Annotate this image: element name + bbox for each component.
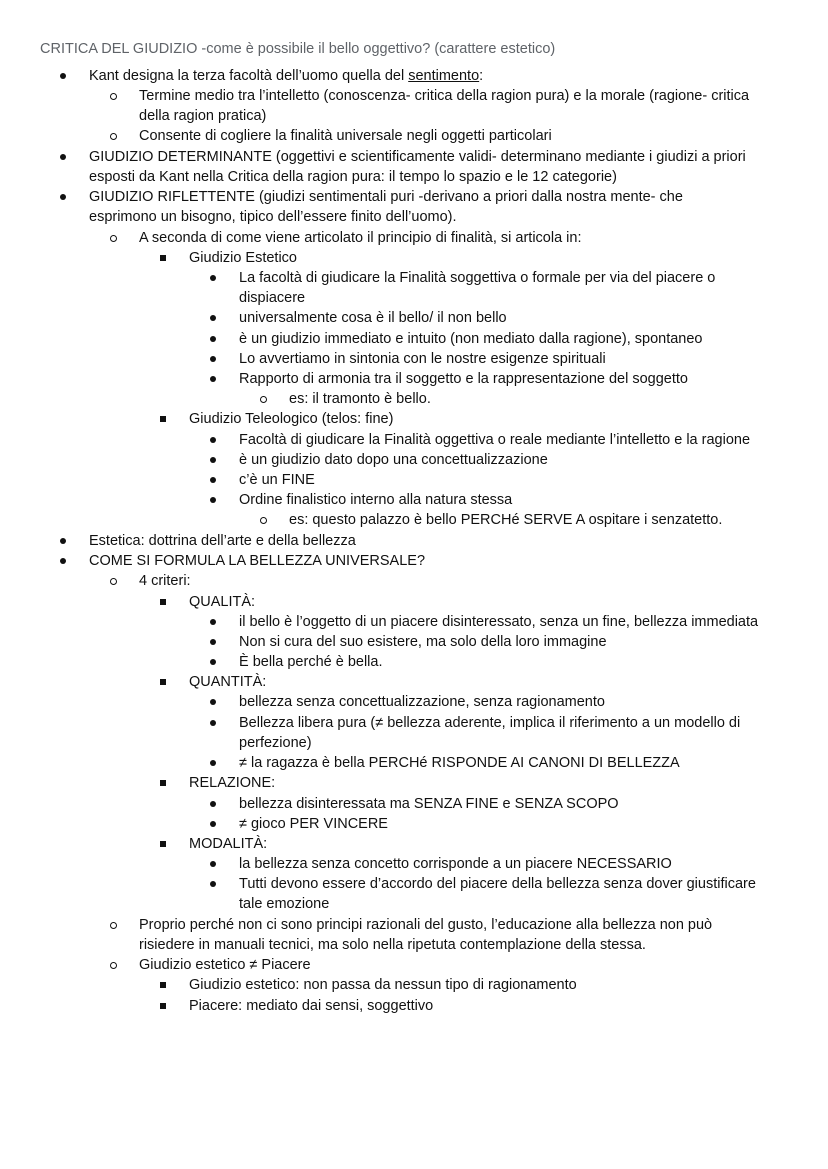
line-text: Facoltà di giudicare la Finalità oggettiva o reale mediante l’intelletto e la ragione <box>239 432 751 448</box>
line-text: bellezza senza concettualizzazione, senza ragionamento <box>239 694 605 710</box>
line-text: es: questo palazzo è bello PERCHé SERVE A ospitare i senzatetto. <box>289 512 723 528</box>
line-text: es: il tramonto è bello. <box>289 391 431 407</box>
outline-line <box>0 915 828 935</box>
line-text: Piacere: mediato dai sensi, soggettivo <box>189 998 434 1014</box>
outline-line <box>0 874 828 894</box>
outline-line <box>0 308 828 328</box>
outline-line <box>0 207 828 227</box>
outline-line <box>0 672 828 692</box>
outline-line <box>0 288 828 308</box>
disc-bullet-icon <box>207 430 219 450</box>
square-bullet-icon <box>157 773 169 793</box>
outline-line <box>0 834 828 854</box>
disc-bullet-icon <box>57 66 69 86</box>
outline-line <box>0 147 828 167</box>
line-text: ≠ la ragazza è bella PERCHé RISPONDE AI CANONI DI BELLEZZA <box>239 755 680 771</box>
disc-bullet-icon <box>57 187 69 207</box>
line-text: Giudizio Estetico <box>189 250 297 266</box>
line-text: Proprio perché non ci sono principi razionali del gusto, l’educazione alla bellezza non può <box>139 917 713 933</box>
line-text: Bellezza libera pura (≠ bellezza aderente, implica il riferimento a un modello di <box>239 715 741 731</box>
outline-line <box>0 490 828 510</box>
line-text: MODALITÀ: <box>189 836 268 852</box>
circle-bullet-icon <box>257 389 269 409</box>
line-text: Rapporto di armonia tra il soggetto e la rappresentazione del soggetto <box>239 371 688 387</box>
document-title: CRITICA DEL GIUDIZIO -come è possibile il bello oggettivo? (carattere estetico) <box>40 41 556 57</box>
outline-line <box>0 187 828 207</box>
outline-line <box>0 349 828 369</box>
outline-line <box>0 692 828 712</box>
line-text: Ordine finalistico interno alla natura stessa <box>239 492 513 508</box>
line-text: Consente di cogliere la finalità universale negli oggetti particolari <box>139 128 552 144</box>
circle-bullet-icon <box>107 571 119 591</box>
disc-bullet-icon <box>207 713 219 733</box>
outline-line <box>0 773 828 793</box>
outline-line <box>0 86 828 106</box>
line-text-end: : <box>479 68 484 84</box>
line-text: 4 criteri: <box>139 573 191 589</box>
square-bullet-icon <box>157 248 169 268</box>
outline-line <box>0 228 828 248</box>
disc-bullet-icon <box>207 753 219 773</box>
outline-line <box>0 329 828 349</box>
outline-line <box>0 571 828 591</box>
outline-line <box>0 632 828 652</box>
disc-bullet-icon <box>57 551 69 571</box>
line-text: Termine medio tra l’intelletto (conoscenza- critica della ragion pura) e la morale (ragione- critica <box>139 88 750 104</box>
line-text: Lo avvertiamo in sintonia con le nostre esigenze spirituali <box>239 351 606 367</box>
line-text: è un giudizio dato dopo una concettualizzazione <box>239 452 548 468</box>
outline-line <box>0 470 828 490</box>
line-text: c’è un FINE <box>239 472 315 488</box>
outline-line <box>0 106 828 126</box>
square-bullet-icon <box>157 996 169 1016</box>
disc-bullet-icon <box>207 308 219 328</box>
circle-bullet-icon <box>107 955 119 975</box>
disc-bullet-icon <box>207 349 219 369</box>
line-text: Estetica: dottrina dell’arte e della bellezza <box>89 533 356 549</box>
disc-bullet-icon <box>207 814 219 834</box>
disc-bullet-icon <box>207 874 219 894</box>
disc-bullet-icon <box>207 854 219 874</box>
line-text: ≠ gioco PER VINCERE <box>239 816 388 832</box>
disc-bullet-icon <box>207 794 219 814</box>
outline-line <box>0 955 828 975</box>
line-text: il bello è l’oggetto di un piacere disinteressato, senza un fine, bellezza immediata <box>239 614 759 630</box>
line-text: QUALITÀ: <box>189 594 256 610</box>
circle-bullet-icon <box>257 510 269 530</box>
line-text: Giudizio estetico ≠ Piacere <box>139 957 311 973</box>
square-bullet-icon <box>157 409 169 429</box>
outline-line <box>0 753 828 773</box>
outline-line <box>0 592 828 612</box>
disc-bullet-icon <box>207 652 219 672</box>
disc-bullet-icon <box>57 531 69 551</box>
outline-line <box>0 66 828 86</box>
disc-bullet-icon <box>207 612 219 632</box>
square-bullet-icon <box>157 672 169 692</box>
circle-bullet-icon <box>107 915 119 935</box>
disc-bullet-icon <box>207 450 219 470</box>
line-text: esprimono un bisogno, tipico dell’essere finito dell’uomo). <box>89 209 457 225</box>
outline-line <box>0 975 828 995</box>
outline-line <box>0 612 828 632</box>
outline-line <box>0 248 828 268</box>
line-text: Giudizio Teleologico (telos: fine) <box>189 411 394 427</box>
square-bullet-icon <box>157 975 169 995</box>
disc-bullet-icon <box>57 147 69 167</box>
outline-line <box>0 733 828 753</box>
line-text: bellezza disinteressata ma SENZA FINE e SENZA SCOPO <box>239 796 619 812</box>
outline-line <box>0 268 828 288</box>
line-text <box>89 66 483 86</box>
disc-bullet-icon <box>207 329 219 349</box>
outline-line <box>0 167 828 187</box>
underlined-term: sentimento <box>408 68 480 84</box>
square-bullet-icon <box>157 592 169 612</box>
line-text: la bellezza senza concetto corrisponde a un piacere NECESSARIO <box>239 856 672 872</box>
outline-line <box>0 814 828 834</box>
outline-line <box>0 713 828 733</box>
outline-line <box>0 531 828 551</box>
line-text: tale emozione <box>239 896 330 912</box>
line-text: GIUDIZIO RIFLETTENTE (giudizi sentimentali puri -derivano a priori dalla nostra mente- che <box>89 189 683 205</box>
line-text: è un giudizio immediato e intuito (non mediato dalla ragione), spontaneo <box>239 331 703 347</box>
outline-line <box>0 389 828 409</box>
disc-bullet-icon <box>207 692 219 712</box>
line-text: della ragion pratica) <box>139 108 267 124</box>
disc-bullet-icon <box>207 268 219 288</box>
outline-line <box>0 450 828 470</box>
disc-bullet-icon <box>207 369 219 389</box>
line-text: GIUDIZIO DETERMINANTE (oggettivi e scientificamente validi- determinano mediante i giudizi a priori <box>89 149 746 165</box>
line-text: RELAZIONE: <box>189 775 276 791</box>
circle-bullet-icon <box>107 126 119 146</box>
line-text: dispiacere <box>239 290 306 306</box>
outline-line <box>0 935 828 955</box>
square-bullet-icon <box>157 834 169 854</box>
outline-line <box>0 510 828 530</box>
disc-bullet-icon <box>207 470 219 490</box>
line-text: Giudizio estetico: non passa da nessun tipo di ragionamento <box>189 977 577 993</box>
disc-bullet-icon <box>207 632 219 652</box>
line-text: COME SI FORMULA LA BELLEZZA UNIVERSALE? <box>89 553 426 569</box>
outline-line <box>0 894 828 914</box>
outline-line <box>0 369 828 389</box>
outline-line <box>0 126 828 146</box>
line-text: A seconda di come viene articolato il principio di finalità, si articola in: <box>139 230 582 246</box>
line-text: Tutti devono essere d’accordo del piacere della bellezza senza dover giustificare <box>239 876 756 892</box>
circle-bullet-icon <box>107 228 119 248</box>
line-text: QUANTITÀ: <box>189 674 267 690</box>
outline-line <box>0 794 828 814</box>
line-text: universalmente cosa è il bello/ il non bello <box>239 310 507 326</box>
outline-line <box>0 551 828 571</box>
line-text: risiedere in manuali tecnici, ma solo nella ripetuta contemplazione della stessa. <box>139 937 646 953</box>
line-text: esposti da Kant nella Critica della ragion pura: il tempo lo spazio e le 12 categorie) <box>89 169 617 185</box>
disc-bullet-icon <box>207 490 219 510</box>
line-text: La facoltà di giudicare la Finalità soggettiva o formale per via del piacere o <box>239 270 716 286</box>
outline-line <box>0 854 828 874</box>
line-text-start: Kant designa la terza facoltà dell’uomo quella del <box>89 68 409 84</box>
circle-bullet-icon <box>107 86 119 106</box>
outline-line <box>0 409 828 429</box>
line-text: È bella perché è bella. <box>239 654 383 670</box>
outline-line <box>0 996 828 1016</box>
line-text: Non si cura del suo esistere, ma solo della loro immagine <box>239 634 607 650</box>
outline-line <box>0 652 828 672</box>
outline-line <box>0 430 828 450</box>
line-text: perfezione) <box>239 735 312 751</box>
